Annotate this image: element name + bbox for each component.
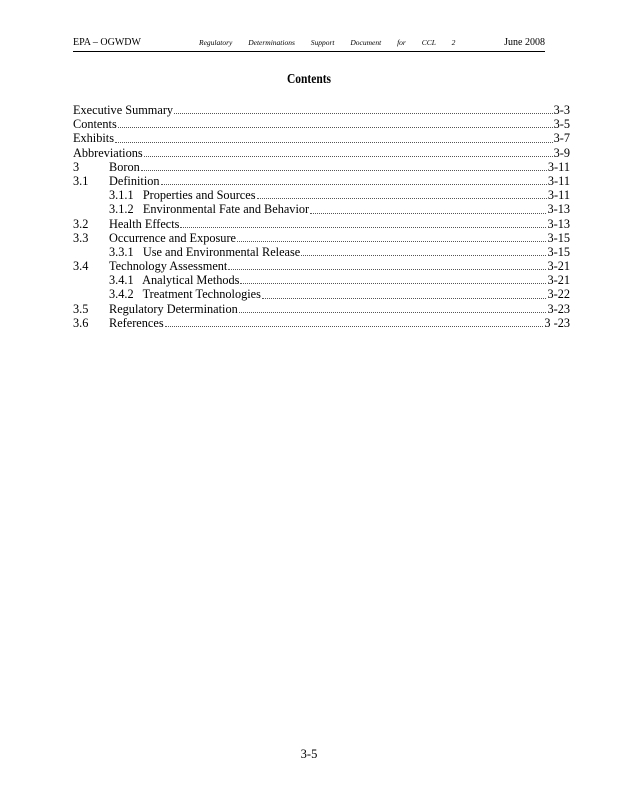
toc-dot-leader xyxy=(228,269,546,270)
toc-dot-leader xyxy=(174,113,553,114)
toc-dot-leader xyxy=(262,298,547,299)
toc-entry-label: Contents xyxy=(73,117,117,132)
toc-entry-label: Occurrence and Exposure xyxy=(109,230,237,245)
toc-entry[interactable] xyxy=(73,316,573,330)
toc-dot-leader xyxy=(144,156,553,157)
header-document-title: Regulatory Determinations Support Document for CCL 2 xyxy=(199,38,456,47)
toc-entry-label: Executive Summary xyxy=(73,103,174,117)
toc-entry[interactable] xyxy=(73,302,573,316)
toc-entry[interactable] xyxy=(73,202,573,216)
toc-dot-leader xyxy=(240,283,546,284)
toc-entry[interactable] xyxy=(73,273,573,287)
toc-dot-leader xyxy=(165,326,544,327)
toc-entry-page: 3-13 xyxy=(547,202,570,217)
page-title: Contents xyxy=(286,72,331,87)
toc-entry-page: 3-15 xyxy=(547,230,570,245)
toc-entry-number: 3.4 xyxy=(73,259,89,274)
page-number: 3-5 xyxy=(300,747,318,761)
toc-entry-label: 3.3.1 Use and Environmental Release xyxy=(109,244,301,259)
header-agency: EPA – OGWDW xyxy=(73,37,141,48)
toc-dot-leader xyxy=(161,184,547,185)
toc-entry-label: Exhibits xyxy=(73,131,114,146)
toc-entry[interactable] xyxy=(73,217,573,231)
toc-entry[interactable] xyxy=(73,287,573,301)
toc-entry-label: Boron xyxy=(109,159,140,174)
toc-entry-label: Technology Assessment xyxy=(109,259,228,274)
toc-entry[interactable] xyxy=(73,245,573,259)
toc-dot-leader xyxy=(310,213,546,214)
table-of-contents xyxy=(73,103,573,330)
toc-entry-page: 3-3 xyxy=(553,103,570,117)
toc-dot-leader xyxy=(257,198,547,199)
toc-entry-page: 3-13 xyxy=(547,216,570,231)
toc-dot-leader xyxy=(115,142,553,143)
header-date: June 2008 xyxy=(504,37,545,48)
toc-dot-leader xyxy=(118,127,553,128)
toc-entry-label: 3.4.2 Treatment Technologies xyxy=(109,287,261,302)
toc-entry-label: Health Effects xyxy=(109,216,180,231)
toc-entry-page: 3-21 xyxy=(547,259,570,274)
toc-entry-page: 3-5 xyxy=(553,117,570,132)
toc-entry[interactable] xyxy=(73,117,573,131)
toc-entry-page: 3-23 xyxy=(547,301,570,316)
toc-entry-page: 3 -23 xyxy=(544,315,570,330)
toc-entry-page: 3-7 xyxy=(553,131,570,146)
toc-entry[interactable] xyxy=(73,160,573,174)
toc-entry-number: 3.1 xyxy=(73,173,89,188)
toc-entry-label: 3.4.1 Analytical Methods xyxy=(109,273,240,288)
toc-dot-leader xyxy=(141,170,547,171)
toc-entry[interactable] xyxy=(73,231,573,245)
toc-entry[interactable] xyxy=(73,103,573,117)
toc-entry-page: 3-11 xyxy=(547,159,570,174)
toc-dot-leader xyxy=(239,312,547,313)
toc-entry-label: Abbreviations xyxy=(73,145,143,160)
toc-dot-leader xyxy=(237,241,546,242)
toc-entry-label: Regulatory Determination xyxy=(109,301,238,316)
toc-entry-page: 3-11 xyxy=(547,188,570,203)
header-rule xyxy=(73,51,545,52)
toc-entry-label: Definition xyxy=(109,173,160,188)
toc-entry-number: 3.3 xyxy=(73,230,89,245)
toc-entry[interactable] xyxy=(73,259,573,273)
toc-entry-number: 3 xyxy=(73,159,80,174)
toc-entry-label: 3.1.1 Properties and Sources xyxy=(109,188,256,203)
toc-dot-leader xyxy=(180,227,546,228)
toc-entry-label: 3.1.2 Environmental Fate and Behavior xyxy=(109,202,310,217)
toc-entry-page: 3-21 xyxy=(547,273,570,288)
toc-dot-leader xyxy=(301,255,546,256)
toc-entry-number: 3.2 xyxy=(73,216,89,231)
toc-entry-number: 3.6 xyxy=(73,315,89,330)
toc-entry-page: 3-11 xyxy=(547,173,570,188)
toc-entry-page: 3-22 xyxy=(547,287,570,302)
toc-entry[interactable] xyxy=(73,146,573,160)
page-header xyxy=(73,37,545,51)
toc-entry-page: 3-15 xyxy=(547,244,570,259)
toc-entry[interactable] xyxy=(73,174,573,188)
toc-entry[interactable] xyxy=(73,131,573,145)
toc-entry-number: 3.5 xyxy=(73,301,89,316)
toc-entry-label: References xyxy=(109,315,164,330)
toc-entry[interactable] xyxy=(73,188,573,202)
toc-entry-page: 3-9 xyxy=(553,145,570,160)
